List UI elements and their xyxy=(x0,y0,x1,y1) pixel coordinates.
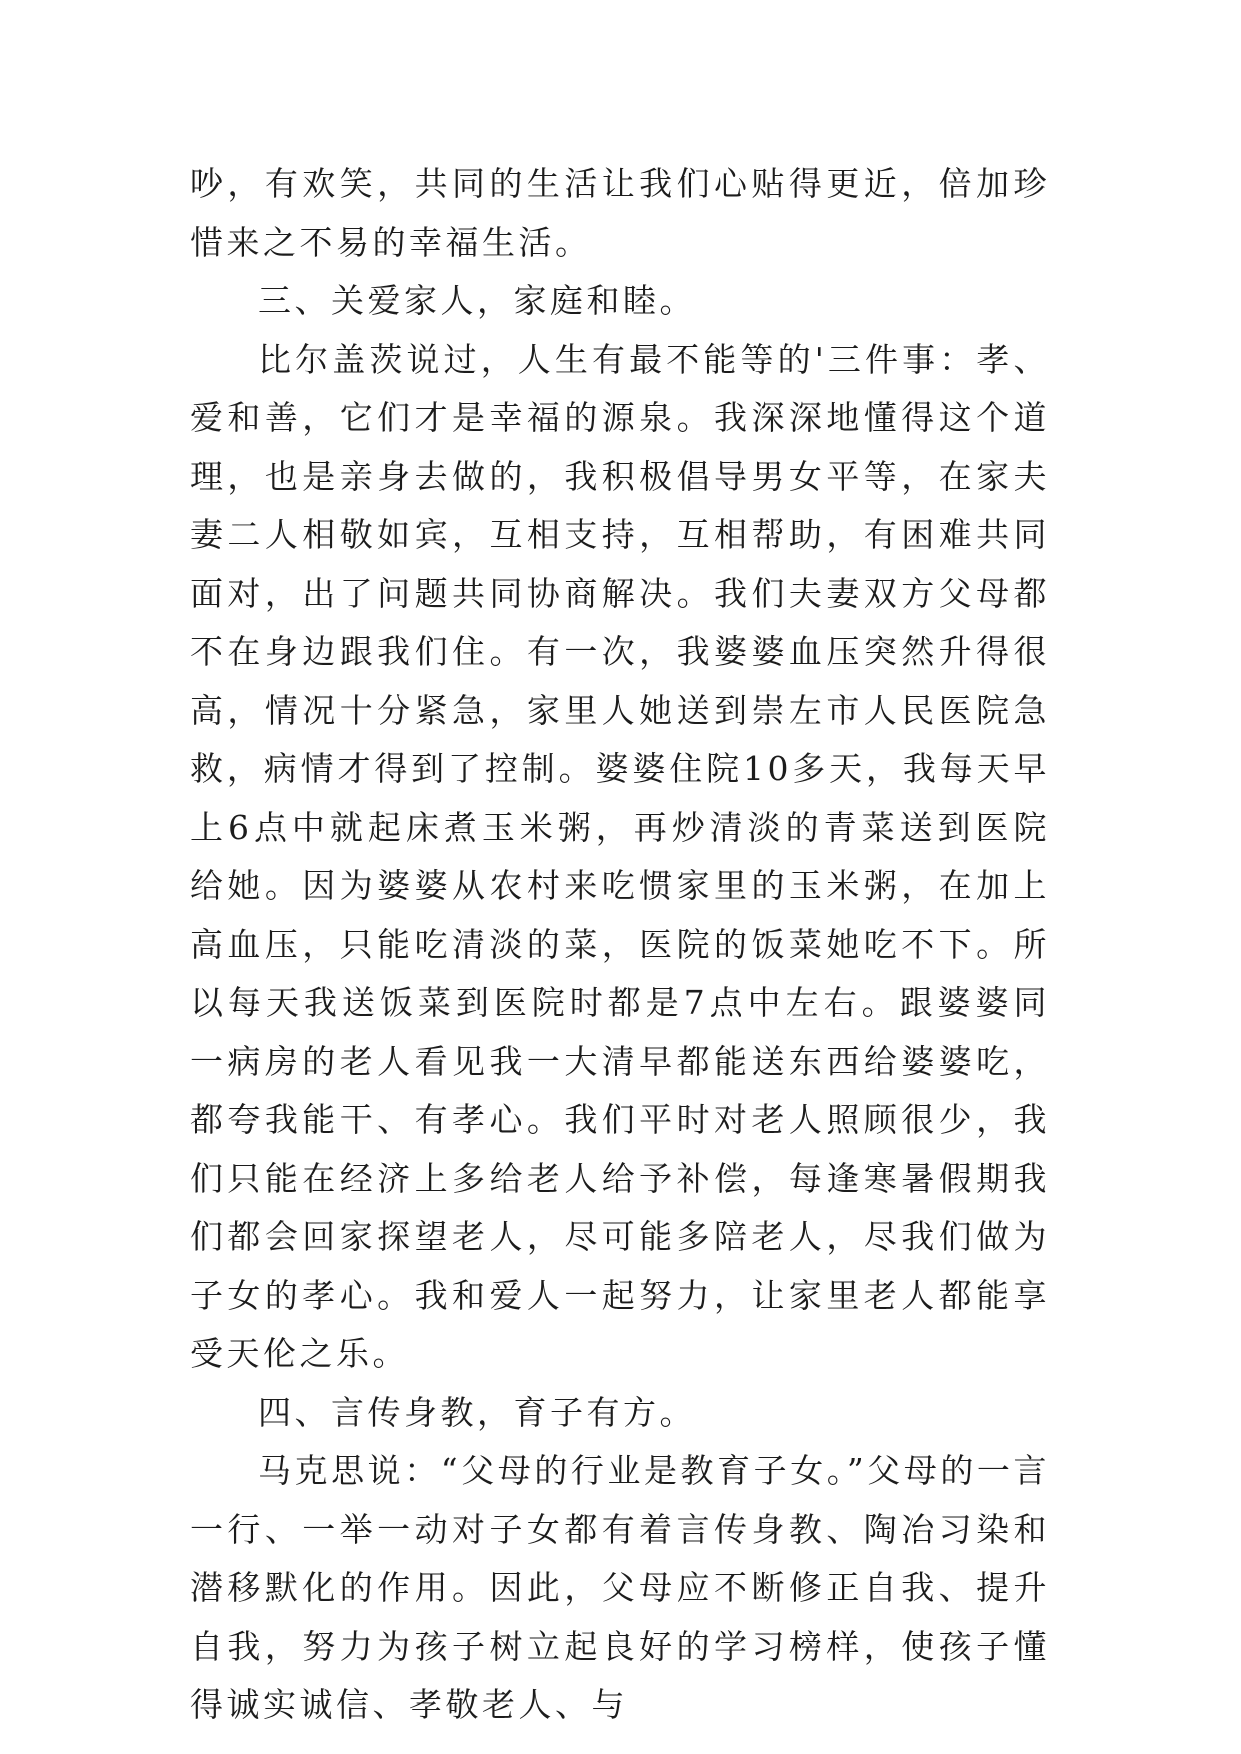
section-heading-3: 三、关爱家人，家庭和睦。 xyxy=(258,281,696,320)
section-heading-4: 四、言传身教，育子有方。 xyxy=(258,1392,696,1432)
paragraph-education: 马克思说：“父母的行业是教育子女。”父母的一言一行、一举一动对子女都有着言传身教、陶冶习染和潜移默化的作用。因此，父母应不断修正自我、提升自我，努力为孩子树立起良好的学习榜样，使孩子懂得诚实诚信、孝敬老人、与 xyxy=(190,1451,1050,1724)
paragraph-continuation: 吵，有欢笑，共同的生活让我们心贴得更近，倍加珍惜来之不易的幸福生活。 xyxy=(190,164,1050,262)
paragraph-family-care: 比尔盖茨说过，人生有最不能等的'三件事：孝、爱和善，它们才是幸福的源泉。我深深地懂得这个道理，也是亲身去做的，我积极倡导男女平等，在家夫妻二人相敬如宾，互相支持，互相帮助，有困难共同面对，出了问题共同协商解决。我们夫妻双方父母都不在身边跟我们住。有一次，我婆婆血压突然升得很高，情况十分紧急，家里人她送到崇左市人民医院急救，病情才得到了控制。婆婆住院10多天，我每天早上6点中就起床煮玉米粥，再炒清淡的青菜送到医院给她。因为婆婆从农村来吃惯家里的玉米粥，在加上高血压，只能吃清淡的菜，医院的饭菜她吃不下。所以每天我送饭菜到医院时都是7点中左右。跟婆婆同一病房的老人看见我一大清早都能送东西给婆婆吃，都夸我能干、有孝心。我们平时对老人照顾很少，我们只能在经济上多给老人给予补偿，每逢寒暑假期我们都会回家探望老人，尽可能多陪老人，尽我们做为子女的孝心。我和爱人一起努力，让家里老人都能享受天伦之乐。 xyxy=(190,339,1050,1373)
document-body xyxy=(190,155,1050,1735)
